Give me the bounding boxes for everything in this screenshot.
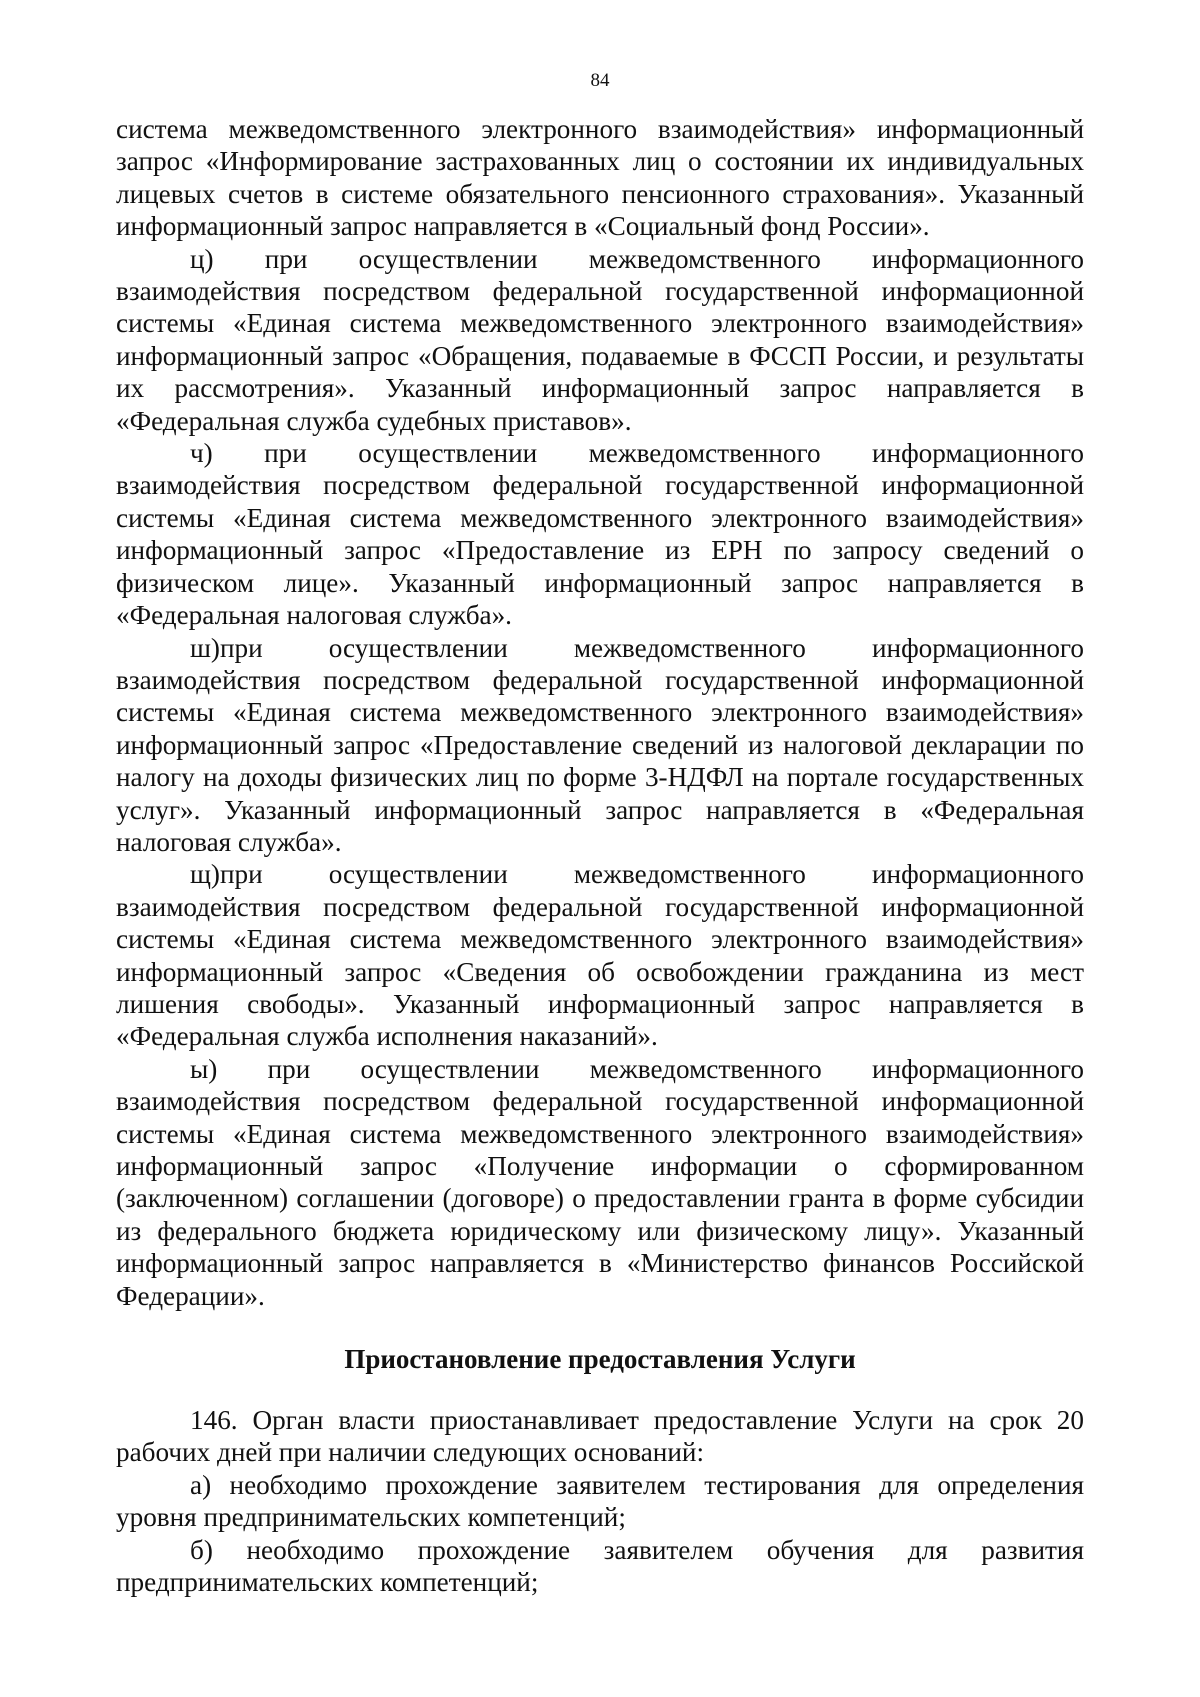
paragraph-continuation: система межведомственного электронного взаимодействия» информационный запрос «Информирование застрахованных лиц о состоянии их индивидуальных лицевых счетов в системе обязательного пенсионного страхования». Указанный информационный запрос направляется в «Социальный фонд России».: [116, 114, 1084, 242]
page-number: 84: [590, 70, 610, 91]
paragraph-item-b: б) необходимо прохождение заявителем обучения для развития предпринимательских компетенций;: [116, 1534, 1084, 1598]
section-heading: Приостановление предоставления Услуги: [344, 1344, 856, 1375]
paragraph-146: 146. Орган власти приостанавливает предоставление Услуги на срок 20 рабочих дней при наличии следующих оснований:: [116, 1405, 1084, 1468]
paragraph-item-y: ы) при осуществлении межведомственного информационного взаимодействия посредством федеральной государственной информационной системы «Единая система межведомственного электронного взаимодействия» информационный запрос «Получение информации о сформированном (заключенном) соглашении (договоре) о предоставлении гранта в форме субсидии из федерального бюджета юридическому или физическому лицу». Указанный информационный запрос направляется в «Министерство финансов Российской Федерации».: [116, 1053, 1084, 1311]
paragraph-item-sh: ш)при осуществлении межведомственного информационного взаимодействия посредством федеральной государственной информационной системы «Единая система межведомственного электронного взаимодействия» информационный запрос «Предоставление сведений из налоговой декларации по налогу на доходы физических лиц по форме 3-НДФЛ на портале государственных услуг». Указанный информационный запрос направляется в «Федеральная налоговая служба».: [116, 632, 1084, 857]
paragraph-item-ch: ч) при осуществлении межведомственного информационного взаимодействия посредством федеральной государственной информационной системы «Единая система межведомственного электронного взаимодействия» информационный запрос «Предоставление из ЕРН по запросу сведений о физическом лице». Указанный информационный запрос направляется в «Федеральная налоговая служба».: [116, 438, 1084, 631]
paragraph-item-ts: ц) при осуществлении межведомственного информационного взаимодействия посредством федеральной государственной информационной системы «Единая система межведомственного электронного взаимодействия» информационный запрос «Обращения, подаваемые в ФССП России, и результаты их рассмотрения». Указанный информационный запрос направляется в «Федеральная служба судебных приставов».: [116, 243, 1084, 436]
paragraph-item-a: а) необходимо прохождение заявителем тестирования для определения уровня предпринимательских компетенций;: [116, 1469, 1084, 1533]
paragraph-item-shch: щ)при осуществлении межведомственного информационного взаимодействия посредством федеральной государственной информационной системы «Единая система межведомственного электронного взаимодействия» информационный запрос «Сведения об освобождении гражданина из мест лишения свободы». Указанный информационный запрос направляется в «Федеральная служба исполнения наказаний».: [116, 859, 1084, 1052]
document-body: [116, 113, 1084, 1598]
